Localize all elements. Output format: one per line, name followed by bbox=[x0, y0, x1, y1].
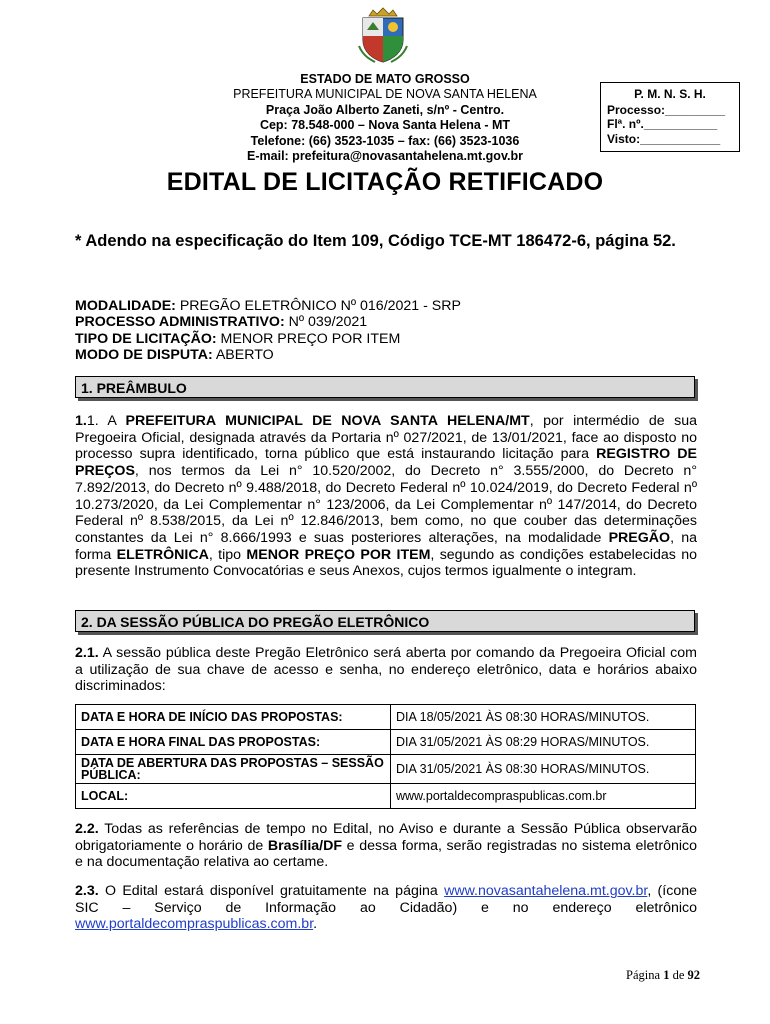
addendum-note: * Adendo na especificação do Item 109, Código TCE-MT 186472-6, página 52. bbox=[75, 232, 676, 250]
process-line: PROCESSO ADMINISTRATIVO: Nº 039/2021 bbox=[75, 314, 368, 331]
schedule-value: DIA 31/05/2021 ÀS 08:30 HORAS/MINUTOS. bbox=[391, 755, 696, 784]
type-line: TIPO DE LICITAÇÃO: MENOR PREÇO POR ITEM bbox=[75, 330, 401, 347]
schedule-table bbox=[75, 704, 696, 809]
section-heading-sessao-publica: 2. DA SESSÃO PÚBLICA DO PREGÃO ELETRÔNICO bbox=[75, 610, 695, 632]
municipal-crest-icon bbox=[357, 6, 409, 64]
paragraph-1-1: 1.1. A PREFEITURA MUNICIPAL DE NOVA SANTA HELENA/MT, por intermédio de sua Pregoeira Oficial, designada através da Portaria nº 027/2021, de 13/01/2021, face ao disposto no processo supra identificado, torna público que está instaurando licitação para REGISTRO DE PREÇOS, nos termos da Lei n° 10.520/2002, do Decreto n° 3.555/2000, do Decreto n° 7.892/2013, do Decreto nº 9.488/2018, do Decreto Federal nº 10.024/2019, do Decreto Federal nº 10.273/2020, da Lei Complementar n° 123/2006, da Lei Complementar nº 147/2014, do Decreto Federal nº 8.538/2015, da Lei nº 12.846/2013, bem como, no que couber das determinações constantes da Lei n° 8.666/1993 e suas posteriores alterações, na modalidade PREGÃO, na forma ELETRÔNICA, tipo MENOR PREÇO POR ITEM, segundo as condições estabelecidas no presente Instrumento Convocatórias e seus Anexos, cujos termos igualmente o integram. bbox=[75, 413, 697, 580]
table-row bbox=[76, 730, 696, 755]
header-phone: Telefone: (66) 3523-1035 – fax: (66) 3523-1036 bbox=[250, 133, 520, 148]
schedule-value: DIA 31/05/2021 ÀS 08:29 HORAS/MINUTOS. bbox=[391, 730, 696, 755]
schedule-value: www.portaldecompraspublicas.com.br bbox=[391, 784, 696, 809]
modality-line: MODALIDADE: PREGÃO ELETRÔNICO Nº 016/2021 - SRP bbox=[75, 298, 461, 314]
letterhead bbox=[200, 72, 570, 164]
schedule-value: DIA 18/05/2021 ÀS 08:30 HORAS/MINUTOS. bbox=[391, 705, 696, 730]
header-state: ESTADO DE MATO GROSSO bbox=[300, 72, 470, 86]
stamp-processo: Processo:_________ bbox=[607, 102, 726, 117]
procurement-portal-link[interactable]: www.portaldecompraspublicas.com.br bbox=[75, 916, 314, 933]
header-prefeitura: PREFEITURA MUNICIPAL DE NOVA SANTA HELENA bbox=[233, 87, 537, 102]
page-number: Página 1 de 92 bbox=[626, 968, 700, 982]
stamp-fl: Flª. nº.___________ bbox=[607, 117, 718, 131]
stamp-title: P. M. N. S. H. bbox=[634, 87, 706, 101]
dispute-mode-line: MODO DE DISPUTA: ABERTO bbox=[75, 346, 274, 363]
schedule-label: DATA E HORA DE INÍCIO DAS PROPOSTAS: bbox=[76, 705, 391, 730]
table-row bbox=[76, 705, 696, 730]
paragraph-2-2: 2.2. Todas as referências de tempo no Edital, no Aviso e durante a Sessão Pública observarão obrigatoriamente o horário de Brasília/DF e dessa forma, serão registradas no sistema eletrônico e na documentação relativa ao certame. bbox=[75, 821, 697, 871]
municipal-site-link[interactable]: www.novasantahelena.mt.gov.br bbox=[444, 883, 648, 899]
schedule-label: DATA DE ABERTURA DAS PROPOSTAS – SESSÃO PÚBLICA: bbox=[76, 755, 391, 784]
stamp-visto: Visto:____________ bbox=[607, 131, 721, 146]
paragraph-2-3: 2.3. O Edital estará disponível gratuitamente na página www.novasantahelena.mt.gov.br, (ícone SIC – Serviço de Informação ao Cidadão) e no endereço eletrônico www.portaldecompraspublicas.com.br. bbox=[75, 883, 697, 933]
protocol-stamp-box bbox=[600, 82, 740, 152]
header-cep: Cep: 78.548-000 – Nova Santa Helena - MT bbox=[259, 118, 511, 133]
section-heading-preambulo: 1. PREÂMBULO bbox=[75, 376, 695, 398]
schedule-label: DATA E HORA FINAL DAS PROPOSTAS: bbox=[76, 730, 391, 755]
document-title: EDITAL DE LICITAÇÃO RETIFICADO bbox=[166, 168, 604, 196]
header-address: Praça João Alberto Zaneti, s/nº - Centro. bbox=[265, 102, 505, 117]
schedule-label: LOCAL: bbox=[76, 784, 391, 809]
table-row bbox=[76, 755, 696, 784]
paragraph-2-1: 2.1. A sessão pública deste Pregão Eletrônico será aberta por comando da Pregoeira Oficial com a utilização de sua chave de acesso e senha, no endereço eletrônico, data e horários abaixo discriminados: bbox=[75, 645, 697, 695]
modality-block bbox=[75, 298, 697, 363]
header-email: E-mail: prefeitura@novasantahelena.mt.gov.br bbox=[247, 149, 523, 164]
table-row bbox=[76, 784, 696, 809]
